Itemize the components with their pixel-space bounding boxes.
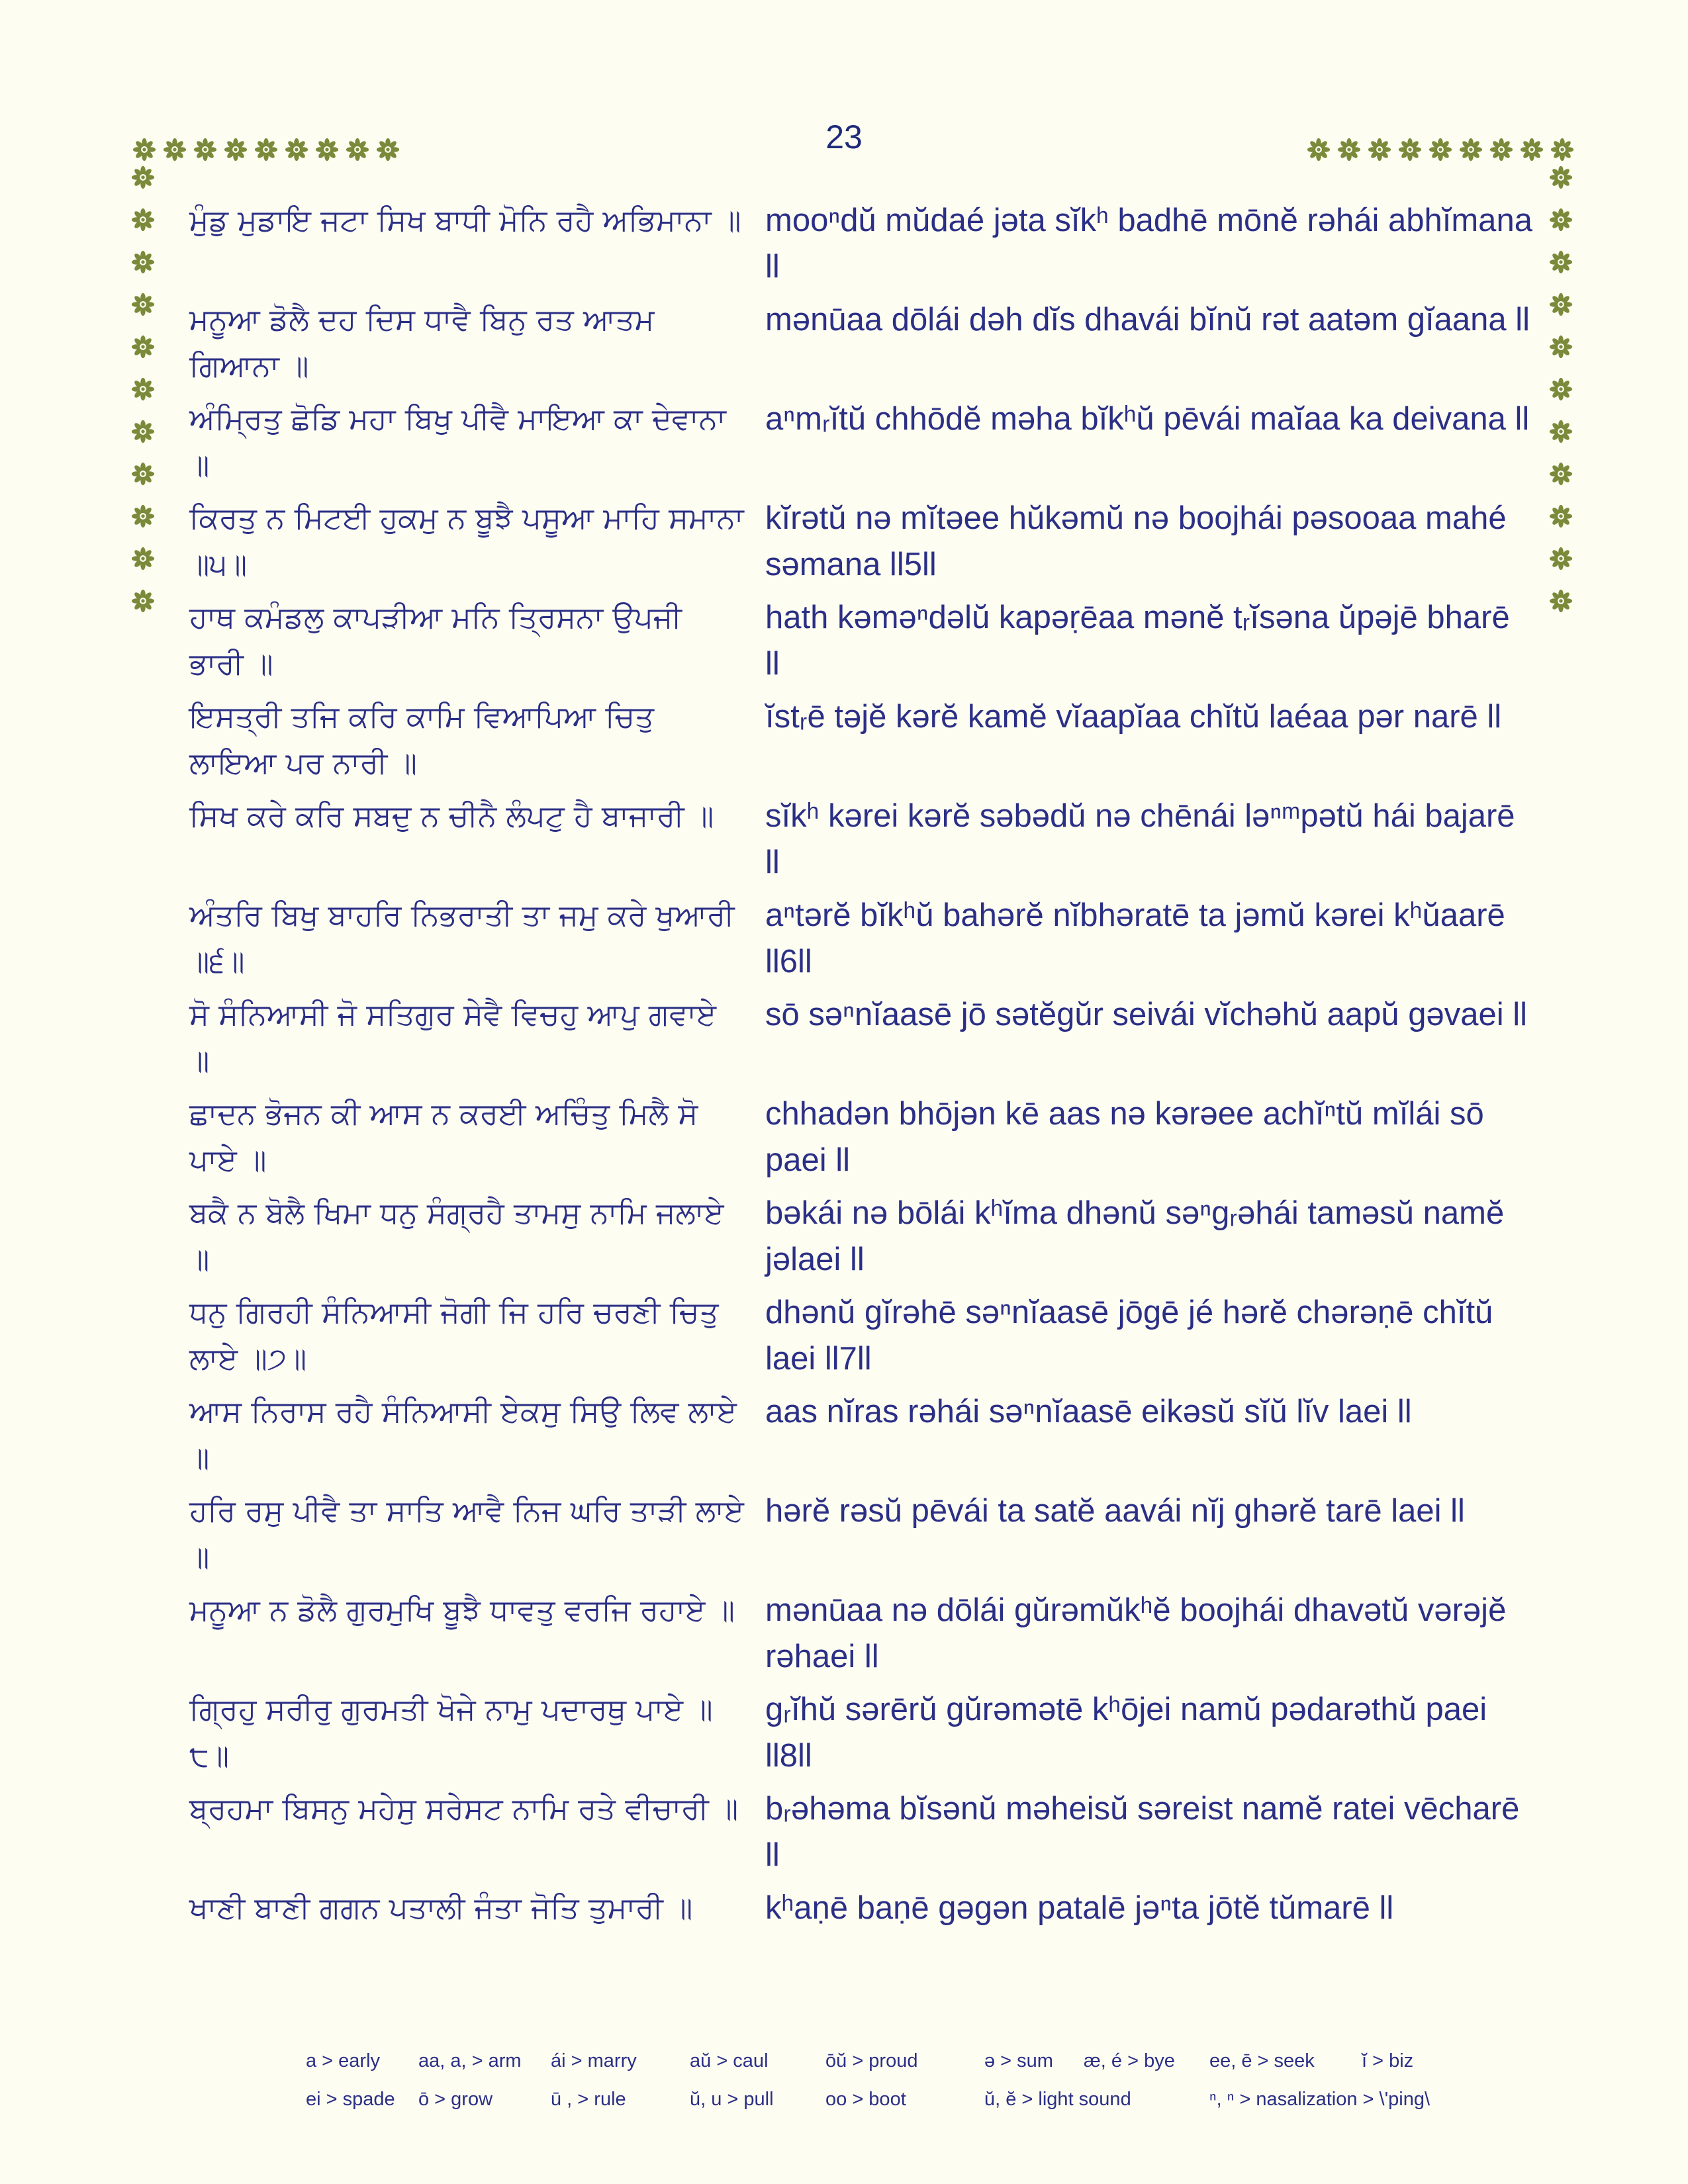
gurmukhi-text: ਖਾਣੀ ਬਾਣੀ ਗਗਨ ਪਤਾਲੀ ਜੰਤਾ ਜੋਤਿ ਤੁਮਾਰੀ ॥	[189, 1890, 693, 1925]
transliteration-text: bəkái nə bōlái kʰĭma dhənŭ səⁿgᵣəhái taməsŭ namĕ jəlaei ll	[765, 1195, 1505, 1277]
flower-ornament-icon	[131, 293, 155, 316]
verse-row	[189, 991, 1526, 1091]
flower-ornament-icon	[1549, 250, 1573, 274]
legend-entry: aŭ > caul	[690, 2050, 769, 2071]
verse-row	[189, 396, 1530, 495]
transliteration-text: kĭrətŭ nə mĭtəee hŭkəmŭ nə boojhái pəsooaa mahé səmana ll5ll	[765, 500, 1507, 582]
gurmukhi-text: ਛਾਦਨ ਭੋਜਨ ਕੀ ਆਸ ਨ ਕਰਈ ਅਚਿੰਤੁ ਮਿਲੈ ਸੋ ਪਾਏ ॥	[189, 1096, 698, 1177]
transliteration-text: aⁿmᵣĭtŭ chhōdĕ məha bĭkʰŭ pēvái maĭaa ka deivana ll	[765, 401, 1530, 437]
flower-ornament-icon	[131, 165, 155, 189]
flower-ornament-icon	[1489, 138, 1513, 161]
flower-ornament-icon	[1549, 504, 1573, 528]
flower-ornament-icon	[1520, 138, 1544, 161]
verse-row	[189, 296, 1530, 396]
legend-row-2	[306, 2080, 1497, 2118]
transliteration-text: mənūaa nə dōlái gŭrəmŭkʰĕ boojhái dhavətŭ vərəjĕ rəhaei ll	[765, 1592, 1507, 1674]
transliteration-text: sō səⁿnĭaasē jō sətĕgŭr seivái vĭchəhŭ aapŭ gəvaei ll	[765, 997, 1528, 1032]
flower-ornament-icon	[1368, 138, 1391, 161]
flower-ornament-icon	[131, 250, 155, 274]
gurmukhi-text: ਬ੍ਰਹਮਾ ਬਿਸਨੁ ਮਹੇਸੁ ਸਰੇਸਟ ਨਾਮਿ ਰਤੇ ਵੀਚਾਰੀ ॥	[189, 1791, 739, 1826]
verse-row	[189, 1091, 1526, 1190]
legend-entry: ŭ, u > pull	[690, 2088, 774, 2110]
flower-ornament-icon	[131, 504, 155, 528]
verse-row	[189, 1388, 1526, 1488]
top-left-ornament-row	[132, 135, 406, 164]
verse-row	[189, 892, 1526, 991]
legend-entry: ĭ > biz	[1362, 2050, 1414, 2071]
flower-ornament-icon	[1549, 293, 1573, 316]
flower-ornament-icon	[1549, 462, 1573, 486]
flower-ornament-icon	[1398, 138, 1422, 161]
gurmukhi-text: ਆਸ ਨਿਰਾਸ ਰਹੈ ਸੰਨਿਆਸੀ ਏਕਸੁ ਸਿਉ ਲਿਵ ਲਾਏ ॥	[189, 1394, 737, 1475]
transliteration-text: mənūaa dōlái dəh dĭs dhavái bĭnŭ rət aatəm gĭaana ll	[765, 302, 1530, 338]
legend-entry: ee, ē > seek	[1209, 2050, 1315, 2071]
pronunciation-legend	[306, 2042, 1497, 2118]
verse-row	[189, 197, 1532, 296]
gurmukhi-text: ਮੁੰਡੁ ਮੁਡਾਇ ਜਟਾ ਸਿਖ ਬਾਧੀ ਮੋਨਿ ਰਹੈ ਅਭਿਮਾਨਾ ॥	[189, 203, 741, 238]
flower-ornament-icon	[1549, 165, 1573, 189]
flower-ornament-icon	[1549, 547, 1573, 570]
verse-row	[189, 1587, 1526, 1686]
gurmukhi-text: ਮਨੂਆ ਨ ਡੋਲੈ ਗੁਰਮੁਖਿ ਬੂਝੈ ਧਾਵਤੁ ਵਰਜਿ ਰਹਾਏ ॥	[189, 1592, 735, 1627]
flower-ornament-icon	[131, 335, 155, 359]
verse-row	[189, 1786, 1526, 1885]
legend-entry: ō > grow	[418, 2088, 493, 2110]
gurmukhi-text: ਹਰਿ ਰਸੁ ਪੀਵੈ ਤਾ ਸਾਤਿ ਆਵੈ ਨਿਜ ਘਰਿ ਤਾੜੀ ਲਾਏ ॥	[189, 1493, 744, 1574]
transliteration-text: aⁿtərĕ bĭkʰŭ bahərĕ nĭbhəratē ta jəmŭ kərei kʰŭaarē ll6ll	[765, 897, 1505, 979]
flower-ornament-icon	[224, 138, 248, 161]
flower-ornament-icon	[132, 138, 156, 161]
flower-ornament-icon	[1549, 335, 1573, 359]
flower-ornament-icon	[1549, 589, 1573, 613]
transliteration-text: mooⁿdŭ mŭdaé jəta sĭkʰ badhē mōnĕ rəhái abhĭmana ll	[765, 203, 1532, 285]
legend-entry: ⁿ, ⁿ > nasalization > \'ping\	[1209, 2088, 1430, 2110]
flower-ornament-icon	[193, 138, 217, 161]
verse-row	[189, 1190, 1526, 1289]
legend-entry: oo > boot	[825, 2088, 906, 2110]
legend-entry: ōŭ > proud	[825, 2050, 918, 2071]
flower-ornament-icon	[1549, 377, 1573, 401]
gurmukhi-text: ਕਿਰਤੁ ਨ ਮਿਟਈ ਹੁਕਮੁ ਨ ਬੂਝੈ ਪਸੂਆ ਮਾਹਿ ਸਮਾਨਾ ॥੫॥	[189, 500, 744, 582]
flower-ornament-icon	[254, 138, 278, 161]
gurmukhi-text: ਹਾਥ ਕਮੰਡਲੁ ਕਾਪੜੀਆ ਮਨਿ ਤ੍ਰਿਸਨਾ ਉਪਜੀ ਭਾਰੀ ॥	[189, 600, 682, 681]
gurmukhi-text: ਅੰਤਰਿ ਬਿਖੁ ਬਾਹਰਿ ਨਿਭਰਾਤੀ ਤਾ ਜਮੁ ਕਰੇ ਖੁਆਰੀ ॥੬॥	[189, 897, 735, 979]
legend-entry: a > early	[306, 2050, 381, 2071]
transliteration-text: aas nĭras rəhái səⁿnĭaasē eikəsŭ sĭŭ lĭv laei ll	[765, 1394, 1412, 1430]
flower-ornament-icon	[131, 462, 155, 486]
page-number: 23	[825, 118, 863, 156]
transliteration-text: ĭstᵣē təjĕ kərĕ kamĕ vĭaapĭaa chĭtŭ laéaa pər narē ll	[765, 699, 1502, 735]
verse-row	[189, 694, 1526, 793]
verse-row	[189, 495, 1526, 594]
legend-entry: aa, a, > arm	[418, 2050, 522, 2071]
flower-ornament-icon	[285, 138, 308, 161]
flower-ornament-icon	[376, 138, 400, 161]
top-right-ornament-row	[1307, 135, 1581, 164]
gurmukhi-text: ਧਨੁ ਗਿਰਹੀ ਸੰਨਿਆਸੀ ਜੋਗੀ ਜਿ ਹਰਿ ਚਰਣੀ ਚਿਤੁ ਲਾਏ ॥੭॥	[189, 1295, 719, 1376]
flower-ornament-icon	[1549, 208, 1573, 232]
legend-row-1	[306, 2042, 1497, 2080]
flower-ornament-icon	[131, 420, 155, 443]
transliteration-text: bᵣəhəma bĭsənŭ məheisŭ səreist namĕ ratei vēcharē ll	[765, 1791, 1520, 1873]
gurmukhi-text: ਇਸਤ੍ਰੀ ਤਜਿ ਕਰਿ ਕਾਮਿ ਵਿਆਪਿਆ ਚਿਤੁ ਲਾਇਆ ਪਰ ਨਾਰੀ ॥	[189, 699, 654, 780]
legend-entry: ə > sum	[984, 2050, 1053, 2071]
gurmukhi-text: ਅੰਮ੍ਰਿਤੁ ਛੋਡਿ ਮਹਾ ਬਿਖੁ ਪੀਵੈ ਮਾਇਆ ਕਾ ਦੇਵਾਨਾ ॥	[189, 401, 726, 482]
transliteration-text: dhənŭ gĭrəhē səⁿnĭaasē jōgē jé hərĕ chərəṇē chĭtŭ laei ll7ll	[765, 1295, 1493, 1377]
flower-ornament-icon	[1337, 138, 1361, 161]
verse-row	[189, 594, 1526, 694]
transliteration-text: hərĕ rəsŭ pēvái ta satĕ aavái nĭj ghərĕ tarē laei ll	[765, 1493, 1465, 1529]
legend-entry: ŭ, ĕ > light sound	[984, 2088, 1131, 2110]
flower-ornament-icon	[315, 138, 339, 161]
legend-entry: æ, é > bye	[1084, 2050, 1175, 2071]
flower-ornament-icon	[163, 138, 187, 161]
legend-entry: ái > marry	[551, 2050, 637, 2071]
flower-ornament-icon	[1459, 138, 1483, 161]
flower-ornament-icon	[1549, 420, 1573, 443]
verse-row	[189, 1885, 1526, 1984]
transliteration-text: hath kəməⁿdəlŭ kapəṛēaa mənĕ tᵣĭsəna ŭpəjē bharē ll	[765, 600, 1510, 682]
right-ornament-column	[1546, 165, 1575, 631]
legend-entry: ei > spade	[306, 2088, 395, 2110]
gurmukhi-text: ਸਿਖ ਕਰੇ ਕਰਿ ਸਬਦੁ ਨ ਚੀਨੈ ਲੰਪਟੁ ਹੈ ਬਾਜਾਰੀ ॥	[189, 798, 714, 833]
flower-ornament-icon	[1307, 138, 1331, 161]
flower-ornament-icon	[346, 138, 369, 161]
flower-ornament-icon	[1429, 138, 1452, 161]
gurmukhi-text: ਸੋ ਸੰਨਿਆਸੀ ਜੋ ਸਤਿਗੁਰ ਸੇਵੈ ਵਿਚਹੁ ਆਪੁ ਗਵਾਏ ॥	[189, 997, 717, 1078]
flower-ornament-icon	[131, 547, 155, 570]
verse-row	[189, 793, 1526, 892]
transliteration-text: gᵣĭhŭ sərērŭ gŭrəmətē kʰōjei namŭ pədarəthŭ paei ll8ll	[765, 1692, 1487, 1774]
gurmukhi-text: ਮਨੂਆ ਡੋਲੈ ਦਹ ਦਿਸ ਧਾਵੈ ਬਿਨੁ ਰਤ ਆਤਮ ਗਿਆਨਾ ॥	[189, 302, 655, 383]
verse-row	[189, 1488, 1526, 1587]
legend-entry: ū , > rule	[551, 2088, 626, 2110]
transliteration-text: chhadən bhōjən kē aas nə kərəee achĭⁿtŭ mĭlái sō paei ll	[765, 1096, 1484, 1178]
verse-row	[189, 1289, 1526, 1388]
flower-ornament-icon	[1550, 138, 1574, 161]
verse-row	[189, 1686, 1526, 1786]
flower-ornament-icon	[131, 377, 155, 401]
verse-list	[189, 197, 1532, 1984]
gurmukhi-text: ਗ੍ਰਿਹੁ ਸਰੀਰੁ ਗੁਰਮਤੀ ਖੋਜੇ ਨਾਮੁ ਪਦਾਰਥੁ ਪਾਏ ॥੮॥	[189, 1692, 713, 1773]
left-ornament-column	[128, 165, 158, 631]
transliteration-text: sĭkʰ kərei kərĕ səbədŭ nə chēnái ləⁿᵐpətŭ hái bajarē ll	[765, 798, 1515, 880]
transliteration-text: kʰaṇē baṇē gəgən patalē jəⁿta jōtĕ tŭmarē ll	[765, 1890, 1394, 1926]
flower-ornament-icon	[131, 208, 155, 232]
gurmukhi-text: ਬਕੈ ਨ ਬੋਲੈ ਖਿਮਾ ਧਨੁ ਸੰਗ੍ਰਹੈ ਤਾਮਸੁ ਨਾਮਿ ਜਲਾਏ ॥	[189, 1195, 724, 1277]
flower-ornament-icon	[131, 589, 155, 613]
